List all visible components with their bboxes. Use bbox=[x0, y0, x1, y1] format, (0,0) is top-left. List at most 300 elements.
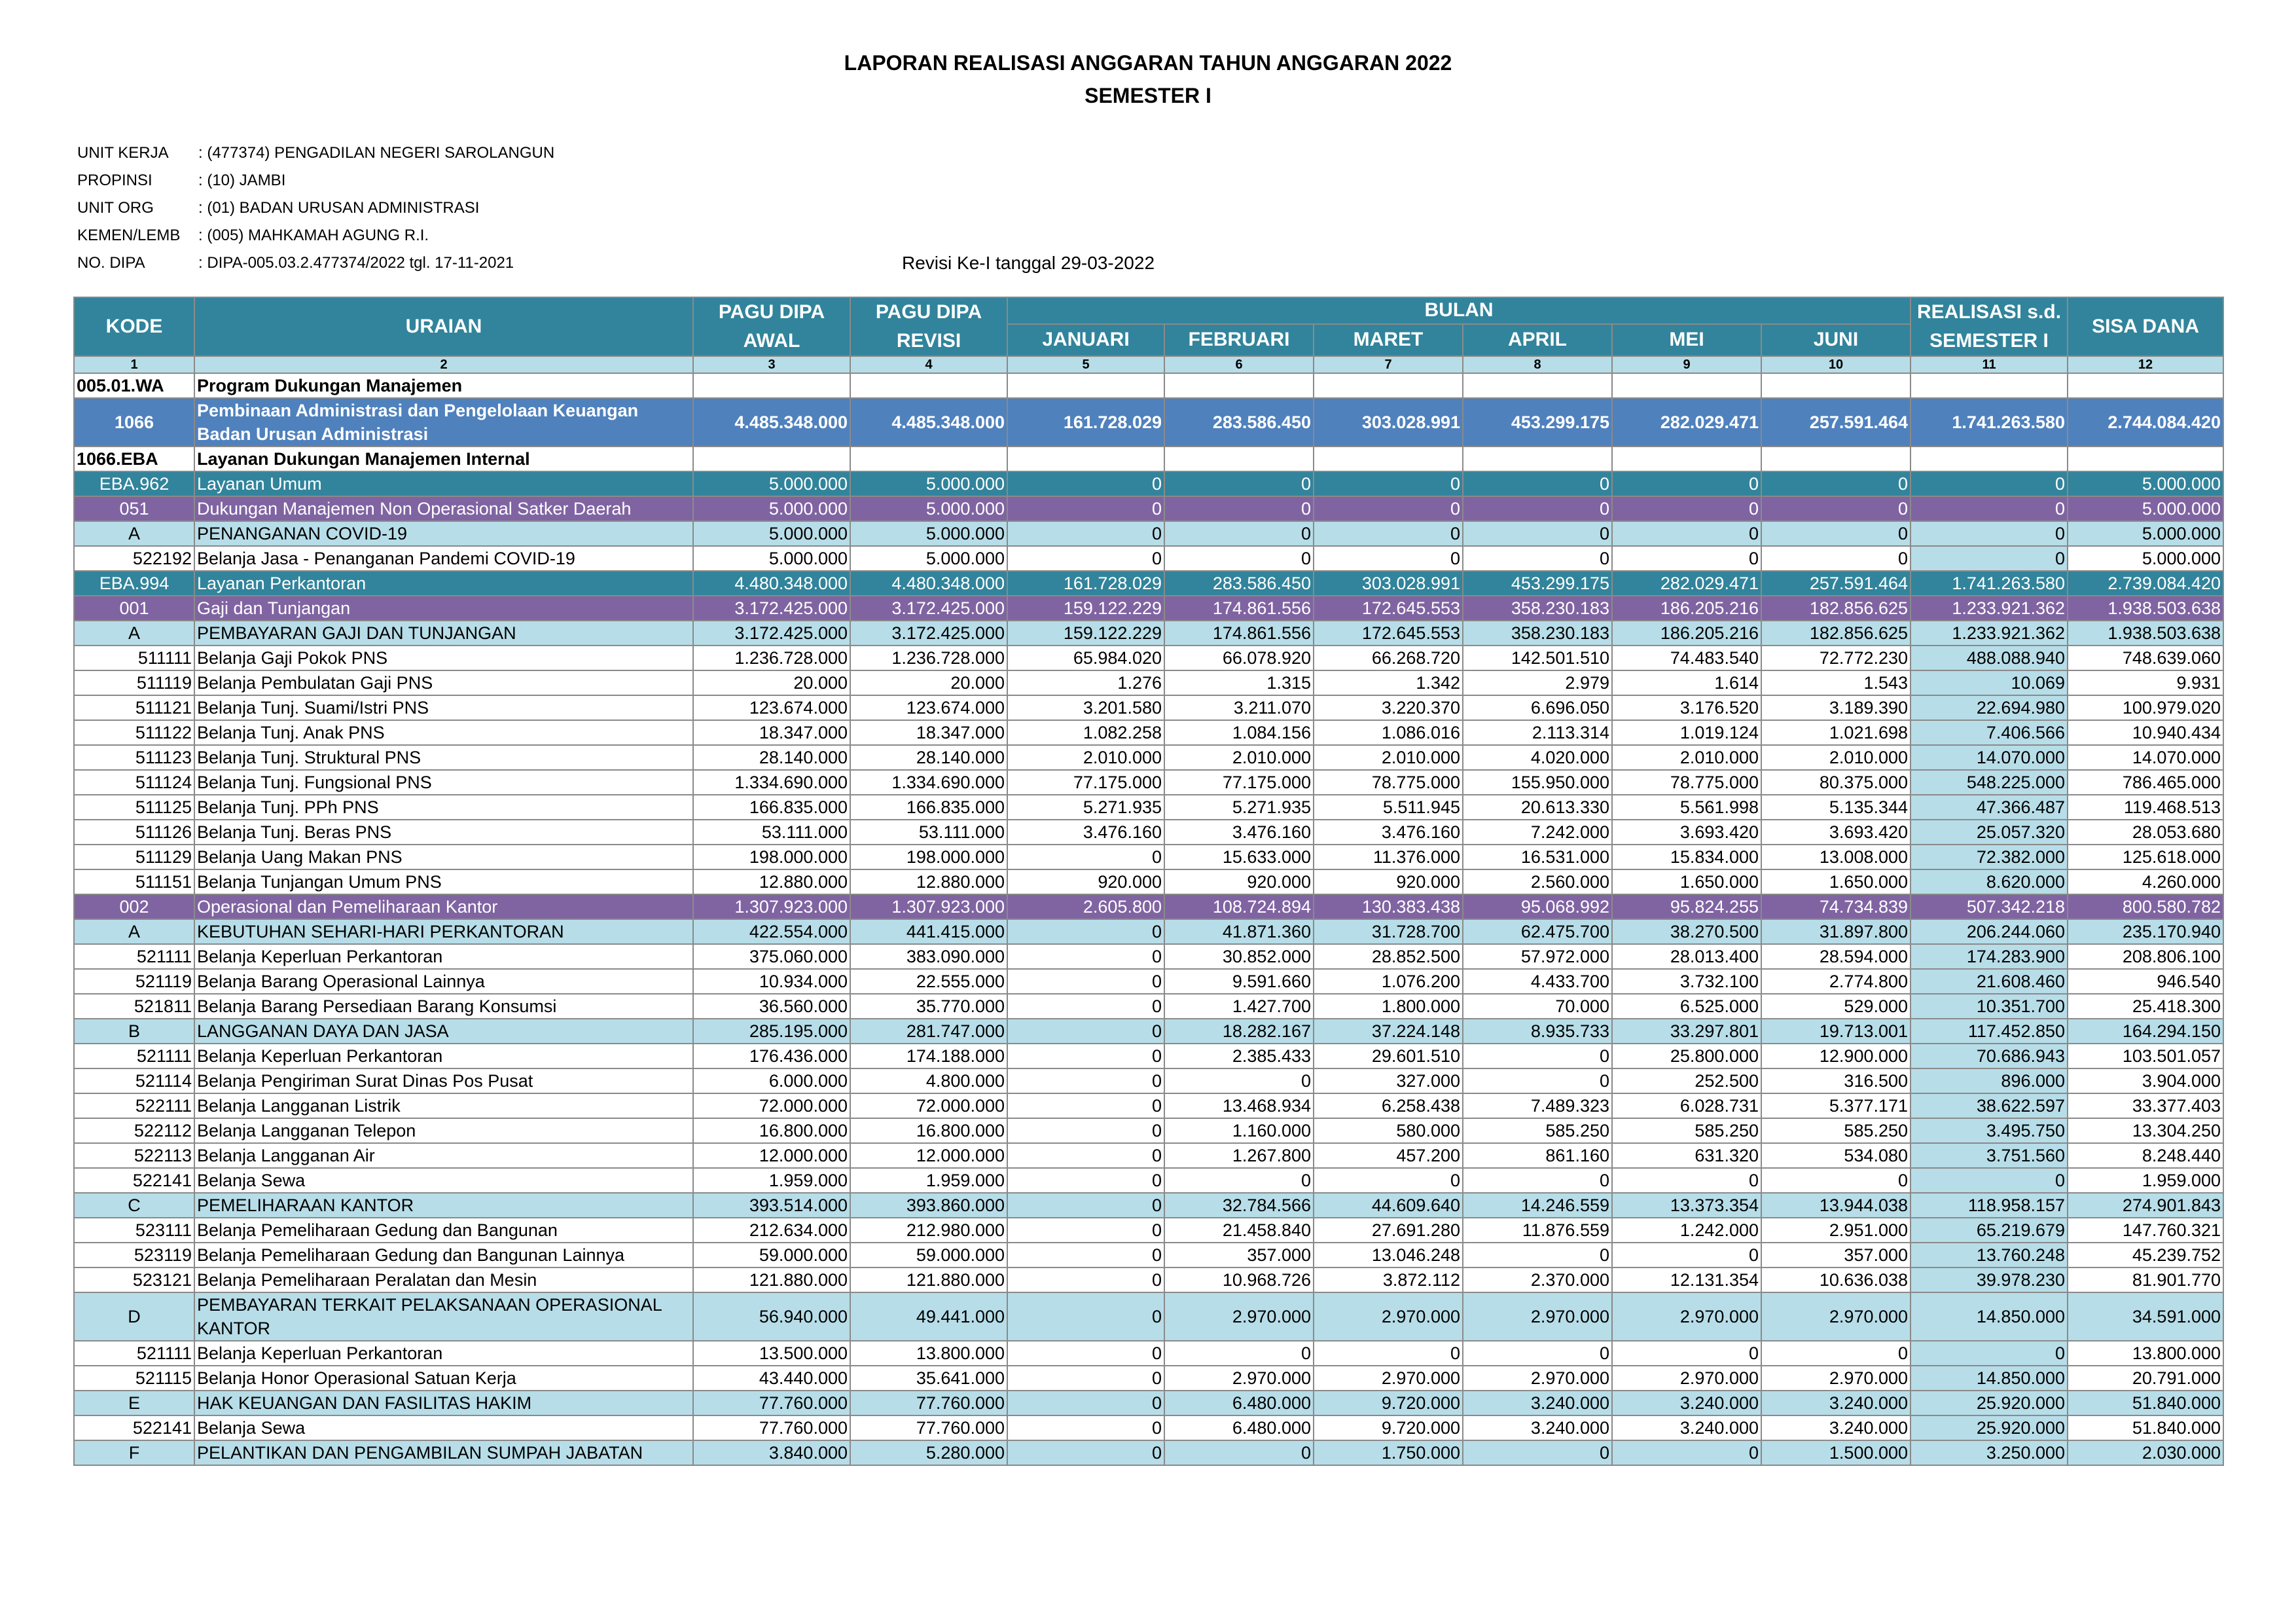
table-row bbox=[74, 969, 2223, 994]
row-value: 422.554.000 bbox=[693, 919, 850, 944]
row-value: 3.189.390 bbox=[1761, 695, 1910, 720]
row-value: 2.970.000 bbox=[1164, 1292, 1314, 1341]
row-value: 14.850.000 bbox=[1910, 1292, 2068, 1341]
row-value: 0 bbox=[1910, 521, 2068, 546]
row-value: 2.010.000 bbox=[1164, 745, 1314, 770]
row-value: 72.772.230 bbox=[1761, 646, 1910, 670]
row-value: 65.984.020 bbox=[1007, 646, 1164, 670]
row-value: 0 bbox=[1007, 1415, 1164, 1440]
table-row bbox=[74, 1292, 2223, 1341]
row-value: 9.720.000 bbox=[1314, 1391, 1463, 1415]
table-row bbox=[74, 496, 2223, 521]
table-row bbox=[74, 1068, 2223, 1093]
row-value: 35.641.000 bbox=[850, 1366, 1007, 1391]
col-number: 10 bbox=[1761, 356, 1910, 373]
row-uraian: PEMELIHARAAN KANTOR bbox=[194, 1193, 693, 1218]
row-kode: C bbox=[74, 1193, 194, 1218]
row-value: 3.751.560 bbox=[1910, 1143, 2068, 1168]
row-value: 33.377.403 bbox=[2068, 1093, 2223, 1118]
row-value: 3.476.160 bbox=[1007, 820, 1164, 845]
row-value: 281.747.000 bbox=[850, 1019, 1007, 1044]
row-value: 15.834.000 bbox=[1612, 845, 1761, 869]
row-value bbox=[1463, 373, 1612, 398]
row-value: 35.770.000 bbox=[850, 994, 1007, 1019]
row-value: 14.246.559 bbox=[1463, 1193, 1612, 1218]
row-value: 13.760.248 bbox=[1910, 1243, 2068, 1267]
row-value: 457.200 bbox=[1314, 1143, 1463, 1168]
row-value: 29.601.510 bbox=[1314, 1044, 1463, 1068]
row-value: 6.000.000 bbox=[693, 1068, 850, 1093]
info-label: UNIT ORG bbox=[77, 199, 154, 217]
row-uraian: Belanja Pemeliharaan Gedung dan Bangunan Lainnya bbox=[194, 1243, 693, 1267]
row-value: 1.750.000 bbox=[1314, 1440, 1463, 1465]
budget-table bbox=[73, 297, 2224, 1466]
row-value: 121.880.000 bbox=[850, 1267, 1007, 1292]
row-uraian: Belanja Keperluan Perkantoran bbox=[194, 944, 693, 969]
row-value: 6.480.000 bbox=[1164, 1391, 1314, 1415]
row-value: 1.500.000 bbox=[1761, 1440, 1910, 1465]
row-value: 27.691.280 bbox=[1314, 1218, 1463, 1243]
row-value: 174.188.000 bbox=[850, 1044, 1007, 1068]
row-value: 0 bbox=[1314, 496, 1463, 521]
row-value: 100.979.020 bbox=[2068, 695, 2223, 720]
row-value: 257.591.464 bbox=[1761, 398, 1910, 447]
row-kode: 522111 bbox=[74, 1093, 194, 1118]
row-value: 0 bbox=[1612, 546, 1761, 571]
row-value: 0 bbox=[1007, 1118, 1164, 1143]
row-uraian: Belanja Langganan Telepon bbox=[194, 1118, 693, 1143]
row-value: 10.351.700 bbox=[1910, 994, 2068, 1019]
row-value: 20.613.330 bbox=[1463, 795, 1612, 820]
row-value: 123.674.000 bbox=[693, 695, 850, 720]
row-value: 1.959.000 bbox=[850, 1168, 1007, 1193]
row-value: 2.970.000 bbox=[1761, 1366, 1910, 1391]
row-kode: F bbox=[74, 1440, 194, 1465]
table-row bbox=[74, 770, 2223, 795]
row-value: 0 bbox=[1910, 471, 2068, 496]
row-value: 1.959.000 bbox=[693, 1168, 850, 1193]
row-value: 66.078.920 bbox=[1164, 646, 1314, 670]
row-value: 0 bbox=[1463, 1440, 1612, 1465]
row-kode: 522192 bbox=[74, 546, 194, 571]
report-info bbox=[77, 139, 1155, 277]
row-uraian: PEMBAYARAN GAJI DAN TUNJANGAN bbox=[194, 621, 693, 646]
row-value: 252.500 bbox=[1612, 1068, 1761, 1093]
row-uraian: Belanja Pengiriman Surat Dinas Pos Pusat bbox=[194, 1068, 693, 1093]
row-value: 30.852.000 bbox=[1164, 944, 1314, 969]
row-value: 1.427.700 bbox=[1164, 994, 1314, 1019]
row-value: 8.935.733 bbox=[1463, 1019, 1612, 1044]
row-kode: 511111 bbox=[74, 646, 194, 670]
row-value: 174.861.556 bbox=[1164, 596, 1314, 621]
row-value: 14.070.000 bbox=[2068, 745, 2223, 770]
row-value: 13.373.354 bbox=[1612, 1193, 1761, 1218]
table-row bbox=[74, 1168, 2223, 1193]
row-value: 28.013.400 bbox=[1612, 944, 1761, 969]
row-value: 65.219.679 bbox=[1910, 1218, 2068, 1243]
row-kode: 511123 bbox=[74, 745, 194, 770]
row-uraian: PENANGANAN COVID-19 bbox=[194, 521, 693, 546]
row-uraian: Belanja Jasa - Penanganan Pandemi COVID-19 bbox=[194, 546, 693, 571]
row-value: 37.224.148 bbox=[1314, 1019, 1463, 1044]
row-value bbox=[1612, 447, 1761, 471]
row-value: 0 bbox=[1007, 1267, 1164, 1292]
row-kode: 521111 bbox=[74, 1341, 194, 1366]
row-value bbox=[2068, 447, 2223, 471]
header-sisa: SISA DANA bbox=[2068, 297, 2223, 356]
row-kode: 051 bbox=[74, 496, 194, 521]
row-value: 9.720.000 bbox=[1314, 1415, 1463, 1440]
row-value: 56.940.000 bbox=[693, 1292, 850, 1341]
row-value: 28.053.680 bbox=[2068, 820, 2223, 845]
row-value: 176.436.000 bbox=[693, 1044, 850, 1068]
row-value: 920.000 bbox=[1314, 869, 1463, 894]
row-value: 3.904.000 bbox=[2068, 1068, 2223, 1093]
row-kode: 521111 bbox=[74, 1044, 194, 1068]
info-label: NO. DIPA bbox=[77, 254, 145, 272]
row-value: 1.959.000 bbox=[2068, 1168, 2223, 1193]
row-value bbox=[1007, 447, 1164, 471]
row-kode: 511121 bbox=[74, 695, 194, 720]
row-uraian: Layanan Perkantoran bbox=[194, 571, 693, 596]
row-value: 81.901.770 bbox=[2068, 1267, 2223, 1292]
row-value: 123.674.000 bbox=[850, 695, 1007, 720]
row-value: 3.172.425.000 bbox=[850, 596, 1007, 621]
row-value: 2.970.000 bbox=[1463, 1366, 1612, 1391]
table-row bbox=[74, 670, 2223, 695]
col-number: 6 bbox=[1164, 356, 1314, 373]
row-kode: 511119 bbox=[74, 670, 194, 695]
row-value: 12.880.000 bbox=[850, 869, 1007, 894]
row-value: 9.931 bbox=[2068, 670, 2223, 695]
row-value: 20.000 bbox=[693, 670, 850, 695]
row-value: 0 bbox=[1007, 1068, 1164, 1093]
row-value: 0 bbox=[1910, 496, 2068, 521]
row-value: 45.239.752 bbox=[2068, 1243, 2223, 1267]
row-value: 172.645.553 bbox=[1314, 596, 1463, 621]
row-value: 0 bbox=[1612, 1440, 1761, 1465]
row-value: 0 bbox=[1463, 1243, 1612, 1267]
row-kode: EBA.962 bbox=[74, 471, 194, 496]
row-value: 20.791.000 bbox=[2068, 1366, 2223, 1391]
table-row bbox=[74, 571, 2223, 596]
row-value: 1.276 bbox=[1007, 670, 1164, 695]
row-value: 5.271.935 bbox=[1164, 795, 1314, 820]
col-number: 12 bbox=[2068, 356, 2223, 373]
row-value bbox=[1612, 373, 1761, 398]
row-value: 5.000.000 bbox=[693, 546, 850, 571]
info-unit-org bbox=[77, 194, 1155, 222]
row-value: 441.415.000 bbox=[850, 919, 1007, 944]
row-value: 0 bbox=[1612, 1168, 1761, 1193]
row-value: 95.824.255 bbox=[1612, 894, 1761, 919]
row-value: 1.543 bbox=[1761, 670, 1910, 695]
row-value: 13.008.000 bbox=[1761, 845, 1910, 869]
row-value: 72.000.000 bbox=[850, 1093, 1007, 1118]
row-value: 896.000 bbox=[1910, 1068, 2068, 1093]
row-value: 10.069 bbox=[1910, 670, 2068, 695]
row-value: 3.240.000 bbox=[1612, 1415, 1761, 1440]
col-number: 4 bbox=[850, 356, 1007, 373]
row-value: 198.000.000 bbox=[850, 845, 1007, 869]
row-value: 453.299.175 bbox=[1463, 571, 1612, 596]
header-mei: MEI bbox=[1612, 324, 1761, 356]
row-value: 2.970.000 bbox=[1314, 1292, 1463, 1341]
row-value: 186.205.216 bbox=[1612, 621, 1761, 646]
row-value: 3.872.112 bbox=[1314, 1267, 1463, 1292]
row-value: 0 bbox=[1164, 1168, 1314, 1193]
row-value: 198.000.000 bbox=[693, 845, 850, 869]
row-kode: 521114 bbox=[74, 1068, 194, 1093]
row-value: 57.972.000 bbox=[1463, 944, 1612, 969]
row-value: 22.555.000 bbox=[850, 969, 1007, 994]
row-uraian: Belanja Gaji Pokok PNS bbox=[194, 646, 693, 670]
row-kode: 521119 bbox=[74, 969, 194, 994]
row-value: 2.970.000 bbox=[1612, 1366, 1761, 1391]
row-value: 10.968.726 bbox=[1164, 1267, 1314, 1292]
row-value: 59.000.000 bbox=[693, 1243, 850, 1267]
row-value: 0 bbox=[1007, 919, 1164, 944]
table-row bbox=[74, 1415, 2223, 1440]
row-value: 16.800.000 bbox=[850, 1118, 1007, 1143]
row-value: 2.010.000 bbox=[1761, 745, 1910, 770]
row-kode: 523121 bbox=[74, 1267, 194, 1292]
row-uraian: Belanja Keperluan Perkantoran bbox=[194, 1341, 693, 1366]
row-value: 4.020.000 bbox=[1463, 745, 1612, 770]
row-value: 2.385.433 bbox=[1164, 1044, 1314, 1068]
row-uraian: Layanan Dukungan Manajemen Internal bbox=[194, 447, 693, 471]
row-value: 108.724.894 bbox=[1164, 894, 1314, 919]
row-value bbox=[1314, 447, 1463, 471]
row-value: 1.307.923.000 bbox=[693, 894, 850, 919]
row-value: 327.000 bbox=[1314, 1068, 1463, 1093]
row-value: 1.741.263.580 bbox=[1910, 398, 2068, 447]
row-value: 38.270.500 bbox=[1612, 919, 1761, 944]
row-value: 3.240.000 bbox=[1612, 1391, 1761, 1415]
row-value bbox=[850, 373, 1007, 398]
table-row bbox=[74, 1093, 2223, 1118]
row-value: 2.774.800 bbox=[1761, 969, 1910, 994]
row-value: 0 bbox=[1007, 944, 1164, 969]
row-value: 36.560.000 bbox=[693, 994, 850, 1019]
row-value: 5.000.000 bbox=[693, 521, 850, 546]
row-value: 0 bbox=[1761, 1341, 1910, 1366]
row-value: 0 bbox=[1007, 1440, 1164, 1465]
row-value: 31.728.700 bbox=[1314, 919, 1463, 944]
row-kode: B bbox=[74, 1019, 194, 1044]
row-value: 0 bbox=[1164, 1068, 1314, 1093]
row-value: 453.299.175 bbox=[1463, 398, 1612, 447]
row-value: 25.920.000 bbox=[1910, 1391, 2068, 1415]
table-row bbox=[74, 1391, 2223, 1415]
row-value: 3.201.580 bbox=[1007, 695, 1164, 720]
row-value: 16.531.000 bbox=[1463, 845, 1612, 869]
table-row bbox=[74, 646, 2223, 670]
row-kode: 522141 bbox=[74, 1168, 194, 1193]
row-value: 3.176.520 bbox=[1612, 695, 1761, 720]
row-value: 0 bbox=[1164, 471, 1314, 496]
row-value: 0 bbox=[1910, 1168, 2068, 1193]
row-value: 488.088.940 bbox=[1910, 646, 2068, 670]
row-value: 13.800.000 bbox=[2068, 1341, 2223, 1366]
row-kode: 1066 bbox=[74, 398, 194, 447]
row-uraian: Belanja Keperluan Perkantoran bbox=[194, 1044, 693, 1068]
row-value: 72.000.000 bbox=[693, 1093, 850, 1118]
row-kode: 521111 bbox=[74, 944, 194, 969]
row-uraian: LANGGANAN DAYA DAN JASA bbox=[194, 1019, 693, 1044]
row-value: 0 bbox=[1463, 471, 1612, 496]
row-uraian: Belanja Tunj. Suami/Istri PNS bbox=[194, 695, 693, 720]
row-value: 186.205.216 bbox=[1612, 596, 1761, 621]
row-value: 7.406.566 bbox=[1910, 720, 2068, 745]
row-value: 0 bbox=[1007, 1019, 1164, 1044]
row-value: 121.880.000 bbox=[693, 1267, 850, 1292]
info-value: : (10) JAMBI bbox=[198, 172, 286, 189]
row-value: 3.172.425.000 bbox=[693, 596, 850, 621]
row-value: 283.586.450 bbox=[1164, 398, 1314, 447]
row-value: 21.458.840 bbox=[1164, 1218, 1314, 1243]
row-value: 257.591.464 bbox=[1761, 571, 1910, 596]
table-row bbox=[74, 1366, 2223, 1391]
table-row bbox=[74, 621, 2223, 646]
row-value: 13.944.038 bbox=[1761, 1193, 1910, 1218]
row-value: 34.591.000 bbox=[2068, 1292, 2223, 1341]
row-value: 5.135.344 bbox=[1761, 795, 1910, 820]
table-row bbox=[74, 845, 2223, 869]
row-value: 1.334.690.000 bbox=[693, 770, 850, 795]
row-value: 74.483.540 bbox=[1612, 646, 1761, 670]
row-uraian: Belanja Honor Operasional Satuan Kerja bbox=[194, 1366, 693, 1391]
table-row bbox=[74, 546, 2223, 571]
row-value: 2.970.000 bbox=[1314, 1366, 1463, 1391]
col-number: 7 bbox=[1314, 356, 1463, 373]
header-kode: KODE bbox=[74, 297, 194, 356]
row-value: 206.244.060 bbox=[1910, 919, 2068, 944]
row-value: 13.468.934 bbox=[1164, 1093, 1314, 1118]
row-uraian: KEBUTUHAN SEHARI-HARI PERKANTORAN bbox=[194, 919, 693, 944]
row-value: 78.775.000 bbox=[1314, 770, 1463, 795]
row-value: 21.608.460 bbox=[1910, 969, 2068, 994]
row-value: 5.000.000 bbox=[2068, 496, 2223, 521]
row-value: 125.618.000 bbox=[2068, 845, 2223, 869]
row-value: 1.236.728.000 bbox=[850, 646, 1007, 670]
row-value: 4.480.348.000 bbox=[693, 571, 850, 596]
header-realisasi: REALISASI s.d. SEMESTER I bbox=[1910, 297, 2068, 356]
row-value: 0 bbox=[1761, 1168, 1910, 1193]
row-value: 534.080 bbox=[1761, 1143, 1910, 1168]
row-value: 0 bbox=[1463, 1341, 1612, 1366]
info-propinsi bbox=[77, 167, 1155, 194]
row-value: 393.514.000 bbox=[693, 1193, 850, 1218]
row-value: 357.000 bbox=[1164, 1243, 1314, 1267]
col-number: 5 bbox=[1007, 356, 1164, 373]
row-value: 1.084.156 bbox=[1164, 720, 1314, 745]
row-value: 0 bbox=[1164, 1341, 1314, 1366]
row-uraian: PELANTIKAN DAN PENGAMBILAN SUMPAH JABATAN bbox=[194, 1440, 693, 1465]
row-value: 0 bbox=[1463, 521, 1612, 546]
row-value: 6.258.438 bbox=[1314, 1093, 1463, 1118]
row-value: 118.958.157 bbox=[1910, 1193, 2068, 1218]
table-row bbox=[74, 894, 2223, 919]
row-value: 15.633.000 bbox=[1164, 845, 1314, 869]
row-value: 172.645.553 bbox=[1314, 621, 1463, 646]
row-value: 3.172.425.000 bbox=[850, 621, 1007, 646]
row-value: 28.594.000 bbox=[1761, 944, 1910, 969]
row-value: 0 bbox=[1612, 521, 1761, 546]
report-subtitle: SEMESTER I bbox=[1085, 84, 1211, 107]
row-value: 0 bbox=[1007, 1366, 1164, 1391]
row-value: 25.057.320 bbox=[1910, 820, 2068, 845]
row-value: 0 bbox=[1007, 1044, 1164, 1068]
row-value: 316.500 bbox=[1761, 1068, 1910, 1093]
row-value: 5.000.000 bbox=[693, 496, 850, 521]
row-value: 12.000.000 bbox=[693, 1143, 850, 1168]
row-value: 18.347.000 bbox=[693, 720, 850, 745]
row-kode: EBA.994 bbox=[74, 571, 194, 596]
row-uraian: Belanja Sewa bbox=[194, 1168, 693, 1193]
row-value: 2.010.000 bbox=[1314, 745, 1463, 770]
row-value: 5.000.000 bbox=[850, 546, 1007, 571]
row-value bbox=[1314, 373, 1463, 398]
row-value: 920.000 bbox=[1164, 869, 1314, 894]
row-value: 14.850.000 bbox=[1910, 1366, 2068, 1391]
row-kode: 005.01.WA bbox=[74, 373, 194, 398]
row-value: 174.861.556 bbox=[1164, 621, 1314, 646]
row-value: 4.260.000 bbox=[2068, 869, 2223, 894]
row-value: 2.113.314 bbox=[1463, 720, 1612, 745]
header-bulan: BULAN bbox=[1007, 297, 1910, 324]
row-value: 0 bbox=[1612, 1341, 1761, 1366]
row-value: 3.495.750 bbox=[1910, 1118, 2068, 1143]
row-value: 78.775.000 bbox=[1612, 770, 1761, 795]
info-kemen-lemb bbox=[77, 222, 1155, 249]
row-kode: D bbox=[74, 1292, 194, 1341]
row-value: 3.240.000 bbox=[1463, 1415, 1612, 1440]
table-row bbox=[74, 471, 2223, 496]
row-value: 32.784.566 bbox=[1164, 1193, 1314, 1218]
row-value: 375.060.000 bbox=[693, 944, 850, 969]
row-uraian: Belanja Pembulatan Gaji PNS bbox=[194, 670, 693, 695]
row-value: 5.000.000 bbox=[2068, 521, 2223, 546]
row-value: 6.696.050 bbox=[1463, 695, 1612, 720]
row-value bbox=[1761, 373, 1910, 398]
row-value: 19.713.001 bbox=[1761, 1019, 1910, 1044]
row-value: 182.856.625 bbox=[1761, 621, 1910, 646]
row-value: 80.375.000 bbox=[1761, 770, 1910, 795]
table-row bbox=[74, 1440, 2223, 1465]
row-value: 507.342.218 bbox=[1910, 894, 2068, 919]
row-value bbox=[1007, 373, 1164, 398]
row-value: 77.175.000 bbox=[1007, 770, 1164, 795]
row-value: 1.076.200 bbox=[1314, 969, 1463, 994]
row-value: 383.090.000 bbox=[850, 944, 1007, 969]
row-value: 0 bbox=[1612, 1243, 1761, 1267]
row-value: 70.000 bbox=[1463, 994, 1612, 1019]
row-value: 208.806.100 bbox=[2068, 944, 2223, 969]
row-value: 159.122.229 bbox=[1007, 621, 1164, 646]
header-april: APRIL bbox=[1463, 324, 1612, 356]
row-kode: 523111 bbox=[74, 1218, 194, 1243]
row-value: 12.880.000 bbox=[693, 869, 850, 894]
row-value: 3.240.000 bbox=[1761, 1391, 1910, 1415]
row-value: 1.800.000 bbox=[1314, 994, 1463, 1019]
row-value: 1.938.503.638 bbox=[2068, 596, 2223, 621]
row-value: 1.334.690.000 bbox=[850, 770, 1007, 795]
row-value: 2.970.000 bbox=[1761, 1292, 1910, 1341]
table-row bbox=[74, 994, 2223, 1019]
row-value: 5.000.000 bbox=[850, 496, 1007, 521]
row-value: 283.586.450 bbox=[1164, 571, 1314, 596]
